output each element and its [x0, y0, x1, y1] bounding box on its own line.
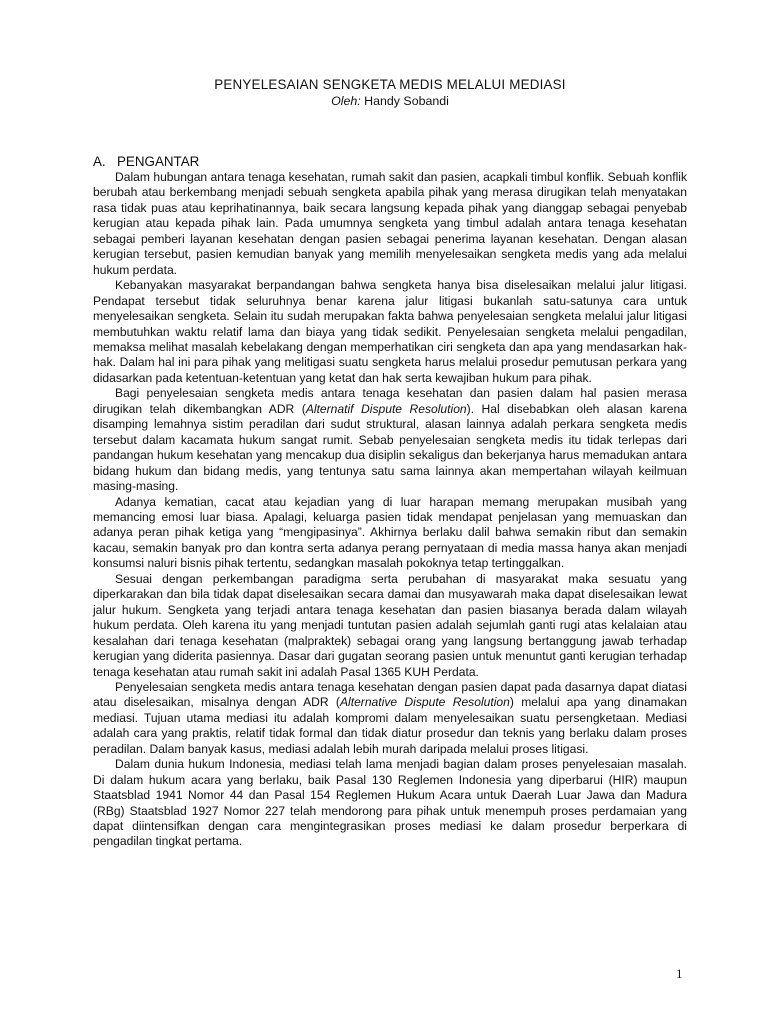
paragraph-italic-term: Alternative Dispute Resolution [339, 695, 510, 710]
author-name: Handy Sobandi [364, 94, 449, 108]
author-line [93, 93, 687, 110]
paragraph: Sesuai dengan perkembangan paradigma serta perubahan di masyarakat maka sesuatu yang diperkarakan dan bila tidak dapat diselesaikan secara damai dan musyawarah maka dapat diselesaikan lewat jalur hukum. Sengketa yang terjadi antara tenaga kesehatan dan pasien biasanya berada dalam wilayah hukum perdata. Oleh karena itu yang menjadi tuntutan pasien adalah sejumlah ganti rugi atas kelalaian atau kesalahan dari tenaga kesehatan (malpraktek) sebagai orang yang langsung bertanggung jawab terhadap kerugian yang diderita pasiennya. Dasar dari gugatan seorang pasien untuk menuntut ganti kerugian terhadap tenaga kesehatan atau rumah sakit ini adalah Pasal 1365 KUH Perdata. [93, 571, 687, 679]
paragraph [93, 680, 687, 757]
section-number: A. [93, 154, 106, 169]
section-heading [93, 154, 687, 170]
paragraph: Dalam hubungan antara tenaga kesehatan, rumah sakit dan pasien, acapkali timbul konflik. Sebuah konflik berubah atau berkembang menjadi sebuah sengketa apabila pihak yang merasa dirugikan telah menyatakan rasa tidak puas atau keprihatinannya, baik secara langsung kepada pihak yang dianggap sebagai penyebab kerugian atau kepada pihak lain. Pada umumnya sengketa yang timbul adalah antara tenaga kesehatan sebagai pemberi layanan kesehatan dengan pasien sebagai penerima layanan kesehatan. Dengan alasan kerugian tersebut, pasien kemudian banyak yang memilih menyelesaikan sengketa medis yang ada melalui hukum perdata. [93, 170, 687, 277]
paragraph [93, 386, 687, 494]
paragraph-text: Bagi penyelesaian sengketa medis antara tenaga kesehatan dan pasien dalam hal pasien merasa dirugikan telah dikembangkan ADR ( [93, 386, 687, 416]
section-body [93, 170, 687, 850]
document-page [93, 76, 687, 850]
paragraph: Adanya kematian, cacat atau kejadian yang di luar harapan memang merupakan musibah yang memancing emosi luar biasa. Apalagi, keluarga pasien tidak mendapat penjelasan yang memuaskan dan adanya peran pihak ketiga yang “mengipasinya”. Akhirnya berlaku dalil bahwa semakin ribut dan semakin kacau, semakin banyak pro dan kontra serta adanya perang pernyataan di media massa hanya akan menjadi konsumsi naluri bisnis pihak tertentu, sedangkan masalah pokoknya tetap tertinggalkan. [93, 494, 687, 571]
page-number: 1 [676, 966, 683, 981]
paragraph-italic-term: Alternatif Dispute Resolution [305, 401, 467, 416]
paragraph-text: ) melalui apa yang dinamakan mediasi. Tujuan utama mediasi itu adalah kompromi dalam menyelesaikan suatu persengketaan. Mediasi adalah cara yang praktis, relatif tidak formal dan tidak diatur prosedur dan teknis yang berlaku dalam proses peradilan. Dalam banyak kasus, mediasi adalah lebih murah daripada melalui proses litigasi. [93, 695, 687, 756]
paragraph: Kebanyakan masyarakat berpandangan bahwa sengketa hanya bisa diselesaikan melalui jalur litigasi. Pendapat tersebut tidak seluruhnya benar karena jalur litigasi bukanlah satu-satunya cara untuk menyelesaikan sengketa. Selain itu sudah merupakan fakta bahwa penyelesaian sengketa melalui jalur litigasi membutuhkan waktu relatif lama dan biaya yang tidak sedikit. Penyelesaian sengketa melalui pengadilan, memaksa melihat masalah kebelakang dengan memperhatikan ciri sengketa dan apa yang mendasarkan hak-hak. Dalam hal ini para pihak yang melitigasi suatu sengketa harus melalui prosedur pemutusan perkara yang didasarkan pada ketentuan-ketentuan yang ketat dan hak serta kewajiban hukum para pihak. [93, 278, 687, 385]
section-title: PENGANTAR [117, 154, 200, 169]
paragraph-text: Penyelesaian sengketa medis antara tenaga kesehatan dengan pasien dapat pada dasarnya dapat diatasi atau diselesaikan, misalnya dengan ADR ( [93, 679, 687, 710]
document-title: PENYELESAIAN SENGKETA MEDIS MELALUI MEDIASI [214, 77, 566, 92]
author-prefix: Oleh: [331, 94, 361, 108]
paragraph-text: ). Hal disebabkan oleh alasan karena disamping lemahnya sistim peradilan dari sudut struktural, alasan lainnya adalah perkara sengketa medis tersebut dalam kacamata hukum sangat rumit. Sebab penyelesaian sengketa medis itu tidak terlepas dari pandangan hukum kesehatan yang mencakup dua disiplin sekaligus dan bekerjanya harus memadukan antara bidang hukum dan bidang medis, yang tentunya satu sama lainnya akan mempertahan wilayah keilmuan masing-masing. [93, 401, 687, 494]
paragraph: Dalam dunia hukum Indonesia, mediasi telah lama menjadi bagian dalam proses penyelesaian masalah. Di dalam hukum acara yang berlaku, baik Pasal 130 Reglemen Indonesia yang diperbarui (HIR) maupun Staatsblad 1941 Nomor 44 dan Pasal 154 Reglemen Hukum Acara untuk Daerah Luar Jawa dan Madura (RBg) Staatsblad 1927 Nomor 227 telah mendorong para pihak untuk menempuh proses perdamaian yang dapat diintensifkan dengan cara mengintegrasikan proses mediasi ke dalam prosedur berperkara di pengadilan tingkat pertama. [93, 757, 687, 849]
